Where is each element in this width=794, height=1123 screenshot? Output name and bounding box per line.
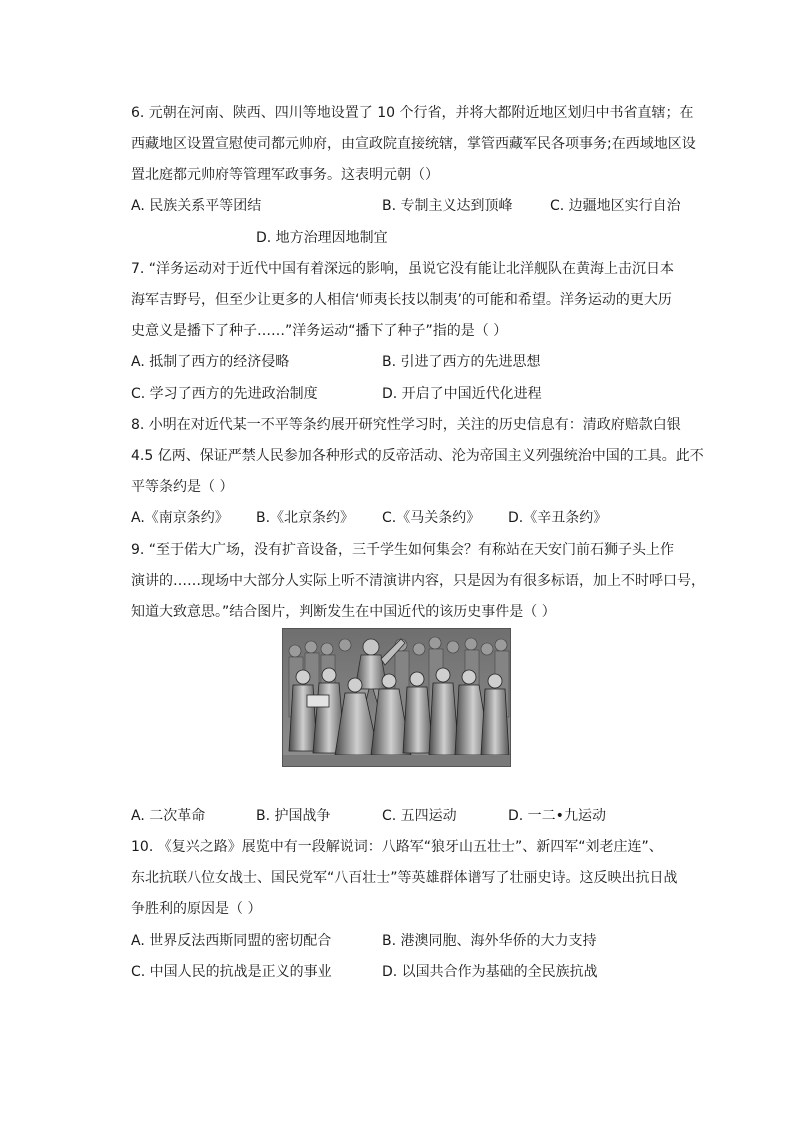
q7-stem-line-2: 海军吉野号，但至少让更多的人相信‘师夷长技以制夷’的可能和希望。洋务运动的更大历 (131, 292, 672, 308)
q8-option-c: C.《马关条约》 (382, 510, 481, 526)
q6-option-d: D. 地方治理因地制宜 (256, 230, 388, 246)
q10-option-c: C. 中国人民的抗战是正义的事业 (131, 964, 332, 980)
q6-stem-line-1: 6. 元朝在河南、陕西、四川等地设置了 10 个行省，并将大都附近地区划归中书省直辖；在 (131, 105, 694, 121)
q10-stem-line-3: 争胜利的原因是（ ） (131, 901, 262, 917)
q7-option-d: D. 开启了中国近代化进程 (382, 386, 542, 402)
q7-option-a: A. 抵制了西方的经济侵略 (131, 354, 290, 370)
q10-stem-line-2: 东北抗联八位女战士、国民党军“八百壮士”等英雄群体谱写了壮丽史诗。这反映出抗日战 (131, 870, 678, 886)
q8-option-a: A.《南京条约》 (131, 510, 229, 526)
q7-stem-line-3: 史意义是播下了种子……”洋务运动“播下了种子”指的是（ ） (131, 323, 508, 339)
q10-option-a: A. 世界反法西斯同盟的密切配合 (131, 933, 332, 949)
q9-option-d: D. 一二•九运动 (508, 808, 606, 824)
q7-option-b: B. 引进了西方的先进思想 (382, 354, 541, 370)
q9-option-a: A. 二次革命 (131, 808, 206, 824)
q10-option-b: B. 港澳同胞、海外华侨的大力支持 (382, 933, 597, 949)
q8-stem-line-2: 4.5 亿两、保证严禁人民参加各种形式的反帝活动、沦为帝国主义列强统治中国的工具。此不 (131, 448, 704, 464)
q9-stem-line-1: 9. “至于偌大广场，没有扩音设备，三千学生如何集会？有称站在天安门前石狮子头上作 (131, 542, 675, 558)
q8-option-b: B.《北京条约》 (256, 510, 355, 526)
q9-stem-line-2: 演讲的……现场中大部分人实际上听不清演讲内容，只是因为有很多标语，加上不时呼口号， (131, 573, 705, 589)
q6-option-b: B. 专制主义达到顶峰 (382, 198, 513, 214)
q10-option-d: D. 以国共合作为基础的全民族抗战 (382, 964, 598, 980)
q10-stem-line-1: 10. 《复兴之路》展览中有一段解说词：八路军“狼牙山五壮士”、新四军“刘老庄连”、 (131, 839, 663, 855)
q8-stem-line-1: 8. 小明在对近代某一不平等条约展开研究性学习时，关注的历史信息有：清政府赔款白银 (131, 417, 681, 433)
relief-sculpture-image (282, 628, 511, 767)
q6-option-a: A. 民族关系平等团结 (131, 198, 262, 214)
q8-stem-line-3: 平等条约是（ ） (131, 479, 234, 495)
q7-stem-line-1: 7. “洋务运动对于近代中国有着深远的影响，虽说它没有能让北洋舰队在黄海上击沉日本 (131, 261, 675, 277)
q7-option-c: C. 学习了西方的先进政治制度 (131, 386, 318, 402)
q6-stem-line-2: 西藏地区设置宣慰使司都元帅府，由宣政院直接统辖，掌管西藏军民各项事务;在西域地区设 (131, 136, 696, 152)
q8-option-d: D.《辛丑条约》 (508, 510, 608, 526)
q6-option-c: C. 边疆地区实行自治 (550, 198, 681, 214)
q9-option-c: C. 五四运动 (382, 808, 457, 824)
q9-option-b: B. 护国战争 (256, 808, 331, 824)
q9-stem-line-3: 知道大致意思。”结合图片，判断发生在中国近代的该历史事件是（ ） (131, 604, 556, 620)
relief-sculpture-graphic (283, 629, 510, 766)
q6-stem-line-3: 置北庭都元帅府等管理军政事务。这表明元朝（） (131, 167, 439, 183)
